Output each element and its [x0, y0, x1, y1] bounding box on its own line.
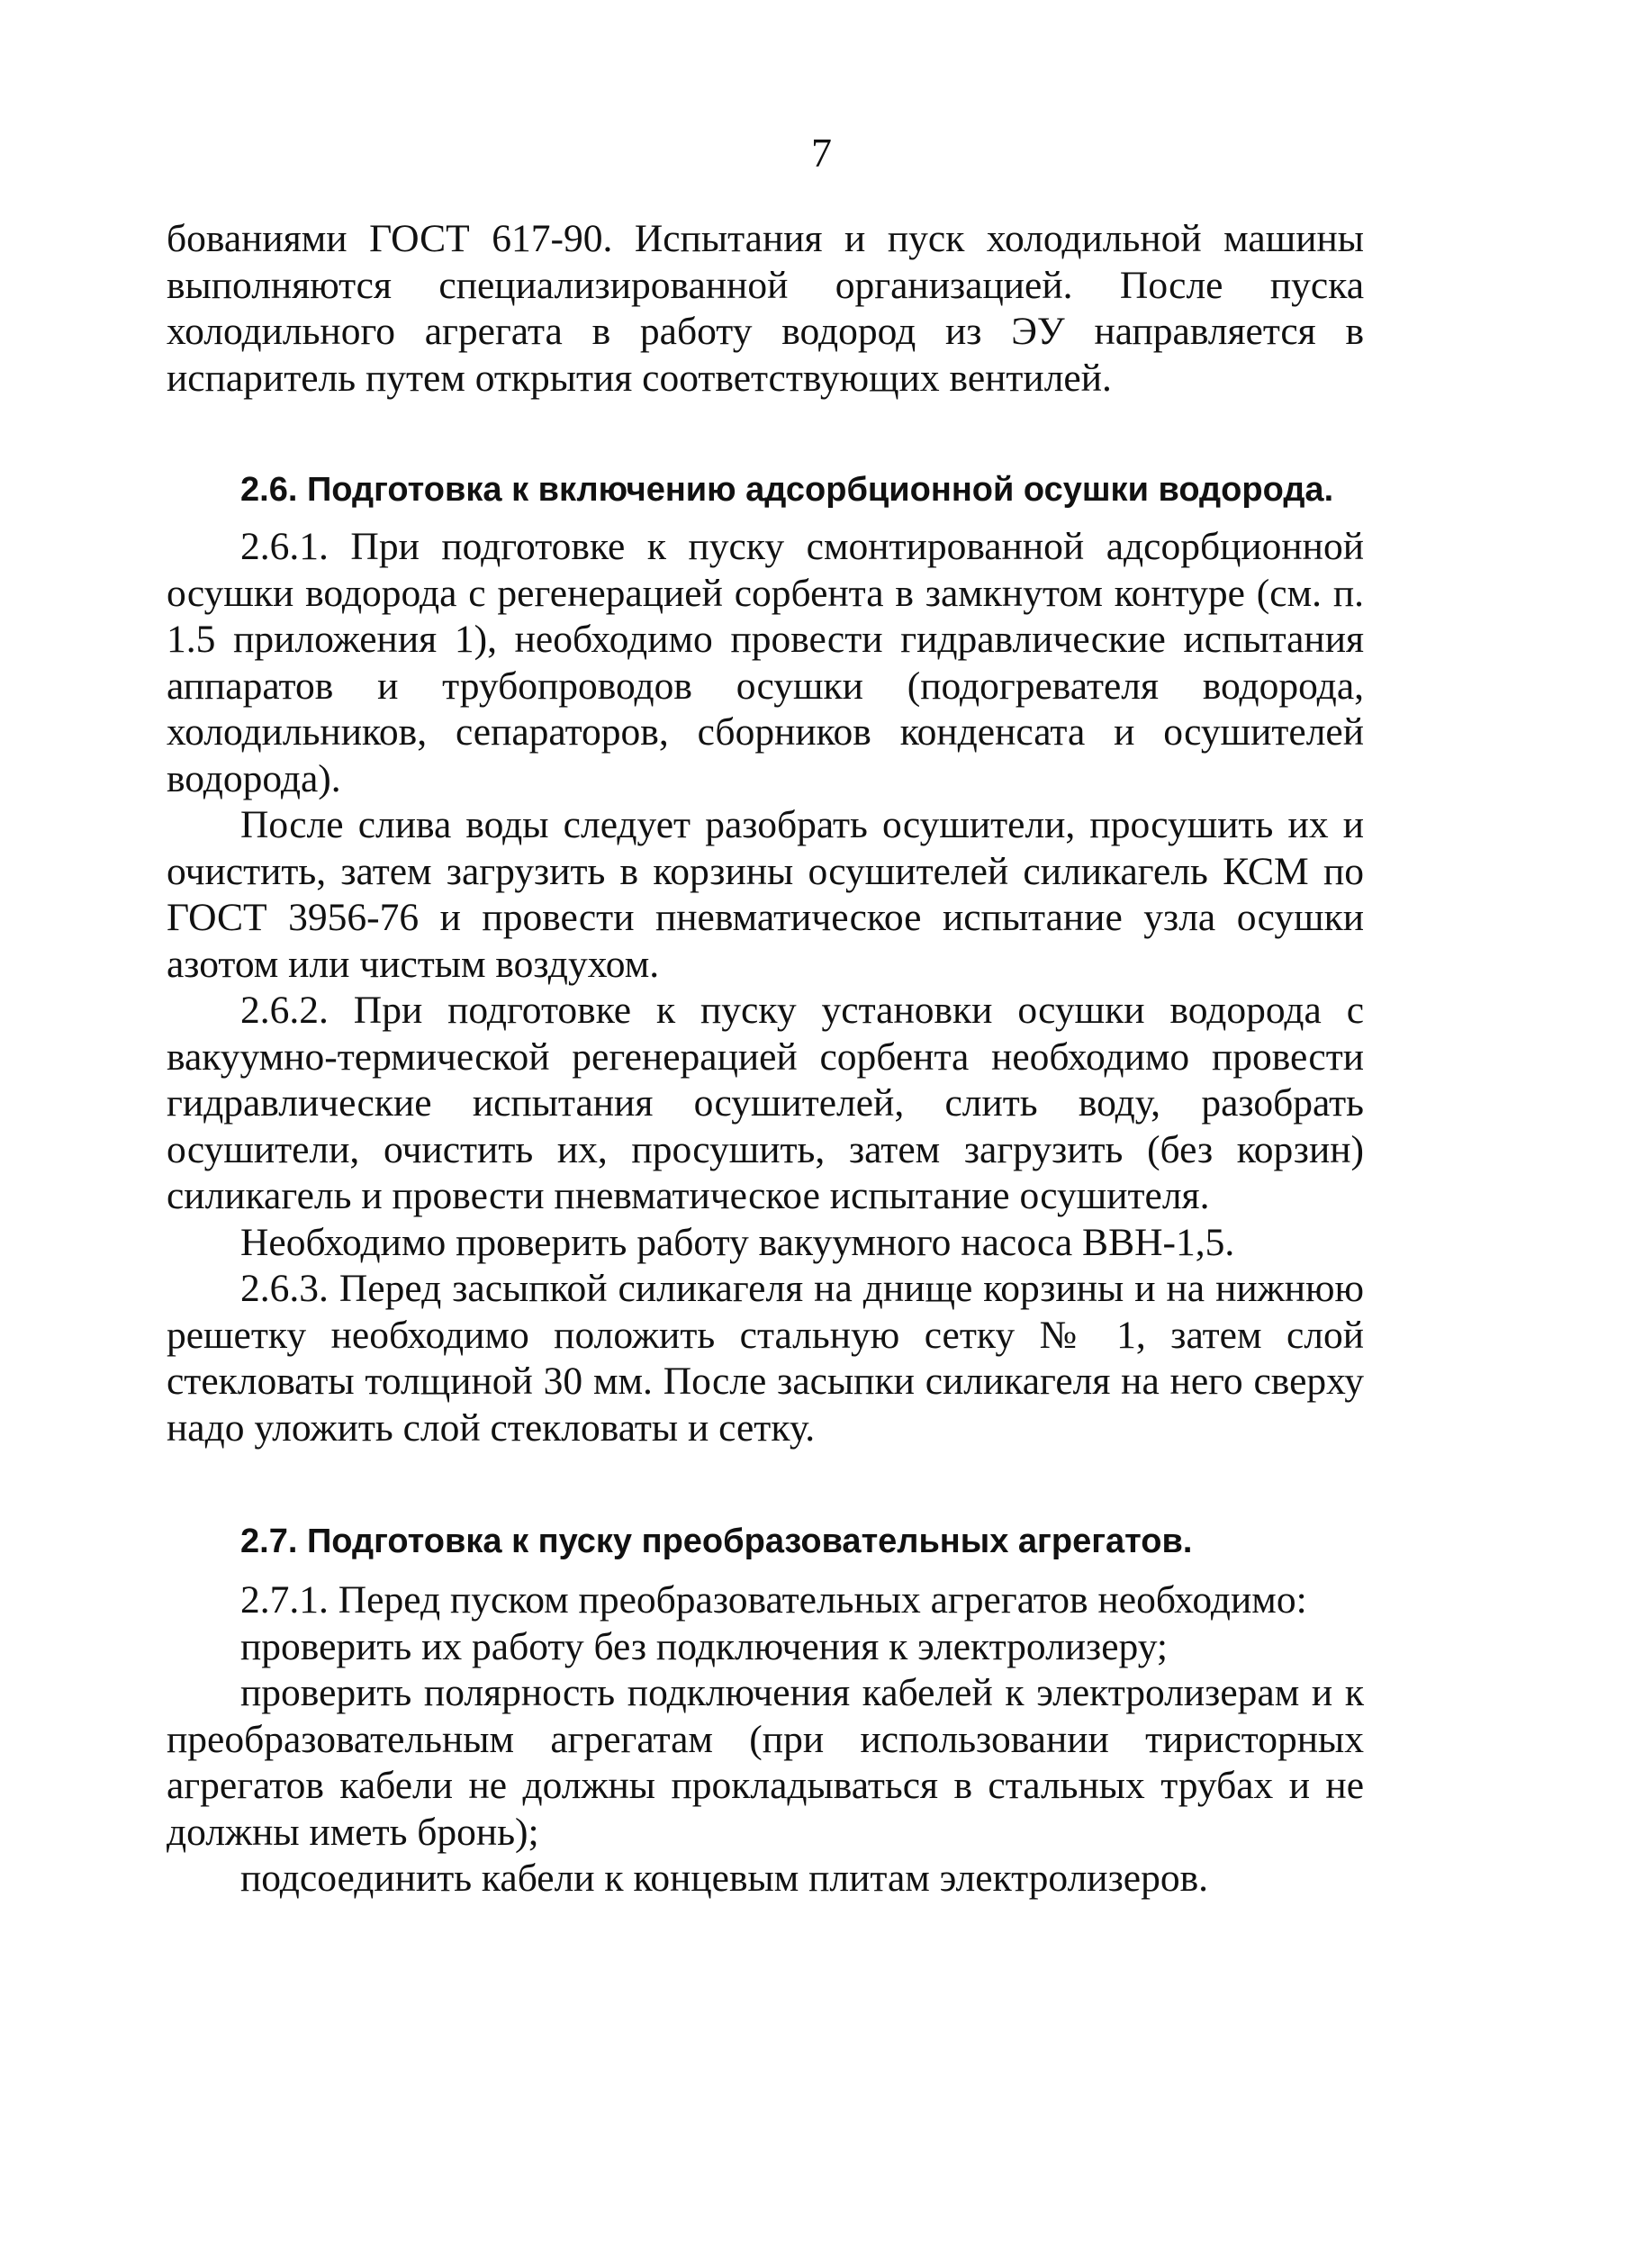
paragraph-2-6-2: 2.6.2. При подготовке к пуску установки осушки водорода с вакуумно-термической регенерацией сорбента необходимо провести гидравлические испытания осушителей, слить воду, разобрать осушители, очистить их, просушить, затем загрузить (без корзин) силикагель и провести пневматическое испытание осушителя.	[167, 989, 1364, 1217]
section-heading-2-7: 2.7. Подготовка к пуску преобразовательных агрегатов.	[240, 1523, 1193, 1560]
paragraph-2-6-2-cont: Необходимо проверить работу вакуумного насоса ВВН-1,5.	[240, 1220, 1235, 1264]
paragraph-2-7-1: 2.7.1. Перед пуском преобразовательных агрегатов необходимо:	[240, 1578, 1307, 1622]
list-item-connect-cables: подсоединить кабели к концевым плитам электролизеров.	[240, 1857, 1208, 1900]
page-body	[167, 216, 1364, 1902]
section-heading-2-6: 2.6. Подготовка к включению адсорбционной осушки водорода.	[240, 471, 1334, 509]
paragraph-2-6-1: 2.6.1. При подготовке к пуску смонтированной адсорбционной осушки водорода с регенерацией сорбента в замкнутом контуре (см. п. 1.5 приложения 1), необходимо провести гидравлические испытания аппаратов и трубопроводов осушки (подогревателя водорода, холодильников, сепараторов, сборников конденсата и осушителей водорода).	[167, 525, 1364, 800]
list-item-check-operation: проверить их работу без подключения к электролизеру;	[240, 1624, 1168, 1668]
page-number: 7	[811, 130, 832, 176]
list-item-check-polarity: проверить полярность подключения кабелей к электролизерам и к преобразовательным агрегатам (при использовании тиристорных агрегатов кабели не должны прокладываться в стальных трубах и не должны иметь бронь);	[167, 1671, 1364, 1854]
paragraph-2-6-3: 2.6.3. Перед засыпкой силикагеля на днище корзины и на нижнюю решетку необходимо положить стальную сетку № 1, затем слой стекловаты толщиной 30 мм. После засыпки силикагеля на него сверху надо уложить слой стекловаты и сетку.	[167, 1267, 1364, 1450]
intro-paragraph: бованиями ГОСТ 617-90. Испытания и пуск холодильной машины выполняются специализированной организацией. После пуска холодильного агрегата в работу водород из ЭУ направляется в испаритель путем открытия соответствующих вентилей.	[167, 217, 1364, 400]
paragraph-2-6-1-cont: После слива воды следует разобрать осушители, просушить их и очистить, затем загрузить в корзины осушителей силикагель КСМ по ГОСТ 3956-76 и провести пневматическое испытание узла осушки азотом или чистым воздухом.	[167, 803, 1364, 986]
